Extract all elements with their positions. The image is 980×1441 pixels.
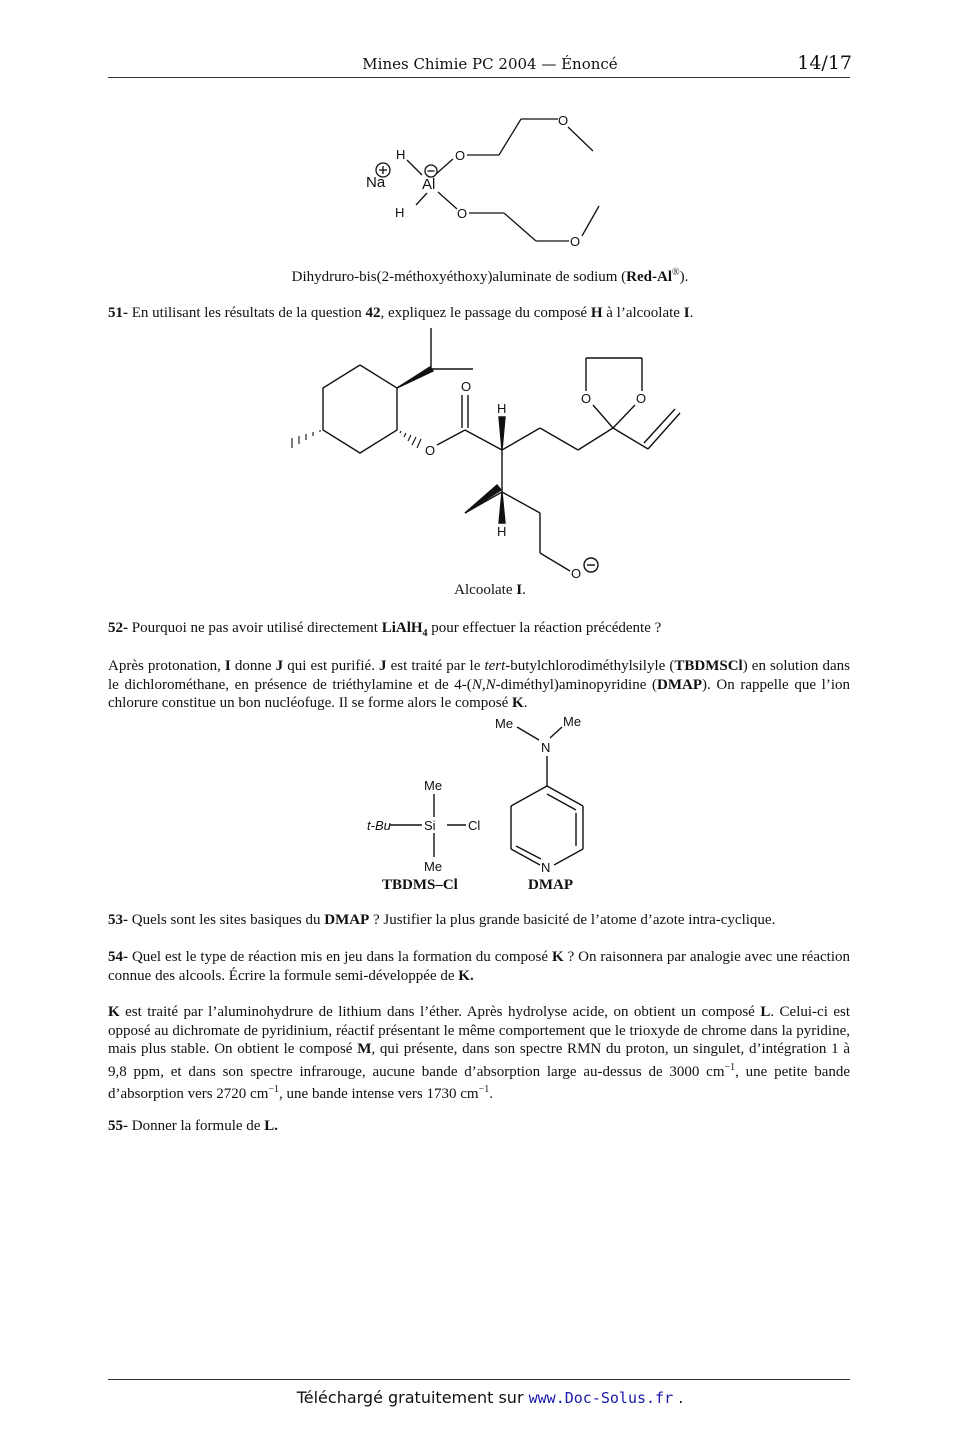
o-atom: O bbox=[455, 148, 466, 163]
text: pour effectuer la réaction précédente ? bbox=[427, 620, 662, 636]
caption-text: ). bbox=[679, 269, 689, 285]
text: Pourquoi ne pas avoir utilisé directement bbox=[128, 620, 382, 636]
bold-text: TBDMSCl bbox=[674, 658, 743, 674]
bold-text: DMAP bbox=[324, 912, 370, 928]
text: qui est purifié. bbox=[283, 658, 380, 674]
text: . bbox=[689, 305, 694, 321]
text: Après protonation, bbox=[108, 658, 225, 674]
paragraph-reduction bbox=[108, 1003, 850, 1104]
italic-text: tert bbox=[484, 658, 506, 674]
methyl-label: Me bbox=[424, 778, 443, 793]
compound-i-structure bbox=[280, 325, 700, 585]
dmap-label: DMAP bbox=[528, 877, 573, 893]
methyl-label: Me bbox=[495, 716, 514, 731]
o-atom: O bbox=[425, 443, 436, 458]
text: -butylchlorodiméthylsilyle ( bbox=[505, 658, 675, 674]
methyl-label: Me bbox=[424, 859, 443, 874]
bold-text: I bbox=[224, 658, 231, 674]
text: donne bbox=[230, 658, 276, 674]
o-atom: O bbox=[636, 391, 647, 406]
text: . bbox=[489, 1086, 493, 1103]
text: , expliquez le passage du composé bbox=[380, 305, 591, 321]
bold-text: J bbox=[379, 658, 387, 674]
bold-text: K bbox=[108, 1004, 120, 1020]
question-55 bbox=[108, 1117, 850, 1136]
question-53 bbox=[108, 911, 850, 930]
text: En utilisant les résultats de la question bbox=[128, 305, 366, 321]
bold-text: K. bbox=[458, 967, 474, 984]
question-number: 54- bbox=[108, 949, 128, 965]
footer-text: . bbox=[673, 1388, 684, 1407]
footer-text: Téléchargé gratuitement sur bbox=[296, 1388, 529, 1407]
caption-text: . bbox=[522, 582, 526, 598]
caption-text: Dihydruro-bis(2-méthoxyéthoxy)aluminate de sodium ( bbox=[291, 269, 627, 285]
al-atom: Al bbox=[422, 176, 436, 193]
text: ). On rappelle que l’ion chlorure constitue un bon nucléofuge. Il se forme alors le composé bbox=[108, 676, 851, 712]
superscript: −1 bbox=[268, 1084, 280, 1096]
superscript: −1 bbox=[724, 1061, 736, 1073]
bold-text: LiAlH bbox=[381, 620, 423, 636]
paragraph-protonation bbox=[108, 657, 850, 713]
text: -diméthyl)aminopyridine ( bbox=[495, 676, 658, 693]
bold-text: K bbox=[512, 695, 524, 712]
si-atom: Si bbox=[424, 818, 436, 833]
redal-structure bbox=[360, 110, 610, 255]
h-atom: H bbox=[497, 401, 507, 416]
text: ? Justifier la plus grande basicité de l’atome d’azote intra-cyclique. bbox=[369, 912, 776, 928]
text: Quel est le type de réaction mis en jeu dans la formation du composé bbox=[128, 949, 552, 965]
superscript: −1 bbox=[478, 1084, 490, 1096]
subscript: 4 bbox=[422, 628, 428, 639]
question-51 bbox=[108, 304, 850, 323]
footer-link[interactable]: www.Doc-Solus.fr bbox=[528, 1389, 674, 1407]
h-atom: H bbox=[497, 524, 507, 539]
page-number: 14/17 bbox=[797, 52, 852, 74]
o-atom: O bbox=[457, 206, 468, 221]
bold-text: I bbox=[683, 305, 690, 321]
methyl-label: Me bbox=[563, 714, 582, 729]
na-atom: Na bbox=[366, 174, 386, 191]
tbu-label: t-Bu bbox=[367, 818, 391, 833]
header-title: Mines Chimie PC 2004 — Énoncé bbox=[362, 55, 618, 73]
question-number: 55- bbox=[108, 1118, 128, 1134]
tbdms-label: TBDMS–Cl bbox=[382, 877, 458, 893]
text: Donner la formule de bbox=[128, 1118, 265, 1134]
header-rule bbox=[108, 77, 850, 78]
redal-caption bbox=[0, 267, 980, 286]
text: ? On raisonnera par analogie avec une réaction connue des alcools. Écrire la formule semi-développée de bbox=[108, 949, 850, 984]
text: est traité par le bbox=[386, 658, 485, 674]
bold-text: J bbox=[275, 658, 284, 674]
bold-text: H bbox=[590, 305, 603, 321]
bold-text: 42 bbox=[365, 305, 381, 321]
cl-atom: Cl bbox=[468, 818, 481, 833]
text: , qui présente, dans son spectre RMN du proton, un singulet, d’intégration 1 à 9,8 ppm, et dans son spectre infrarouge, aucune bande d’absorption large au-dessus de 3000 cm bbox=[108, 1041, 850, 1080]
h-atom: H bbox=[396, 147, 406, 162]
text: . Celui-ci est opposé au dichromate de pyridinium, réactif présentant le même comportement que le trioxyde de chrome dans la pyridine, mais plus stable. On obtient le composé bbox=[108, 1004, 850, 1058]
footer bbox=[0, 1388, 980, 1407]
bold-text: M bbox=[357, 1041, 372, 1058]
text: , une petite bande d’absorption vers 2720 cm bbox=[108, 1063, 851, 1103]
n-atom: N bbox=[541, 740, 551, 755]
italic-text: N,N bbox=[471, 676, 496, 693]
question-number: 51- bbox=[108, 305, 128, 321]
text: , une bande intense vers 1730 cm bbox=[279, 1086, 479, 1103]
bold-text: L. bbox=[264, 1118, 278, 1134]
o-atom: O bbox=[570, 234, 581, 249]
question-number: 52- bbox=[108, 620, 128, 636]
text: . bbox=[523, 695, 528, 712]
o-atom: O bbox=[581, 391, 592, 406]
o-atom: O bbox=[558, 113, 569, 128]
caption-bold: I bbox=[516, 582, 523, 598]
tbdms-cl-structure bbox=[362, 775, 492, 875]
compound-i-caption bbox=[0, 582, 980, 599]
bold-text: K bbox=[551, 949, 564, 965]
h-atom: H bbox=[395, 205, 405, 220]
caption-sup: ® bbox=[671, 267, 680, 278]
o-atom: O bbox=[571, 566, 582, 581]
text: à l’alcoolate bbox=[602, 305, 684, 321]
footer-rule bbox=[108, 1379, 850, 1380]
question-number: 53- bbox=[108, 912, 128, 928]
n-atom: N bbox=[541, 860, 551, 875]
bold-text: L bbox=[760, 1004, 771, 1020]
text: ) en solution dans le dichlorométhane, en présence de triéthylamine et de 4-( bbox=[108, 658, 850, 693]
text: est traité par l’aluminohydrure de lithium dans l’éther. Après hydrolyse acide, on obtient un composé bbox=[119, 1004, 761, 1020]
question-54 bbox=[108, 948, 850, 985]
bold-text: DMAP bbox=[657, 676, 703, 693]
caption-bold: Red-Al bbox=[626, 269, 672, 285]
text: Quels sont les sites basiques du bbox=[128, 912, 325, 928]
o-atom: O bbox=[461, 379, 472, 394]
dmap-structure bbox=[490, 712, 600, 875]
question-52 bbox=[108, 619, 850, 644]
caption-text: Alcoolate bbox=[454, 582, 517, 598]
